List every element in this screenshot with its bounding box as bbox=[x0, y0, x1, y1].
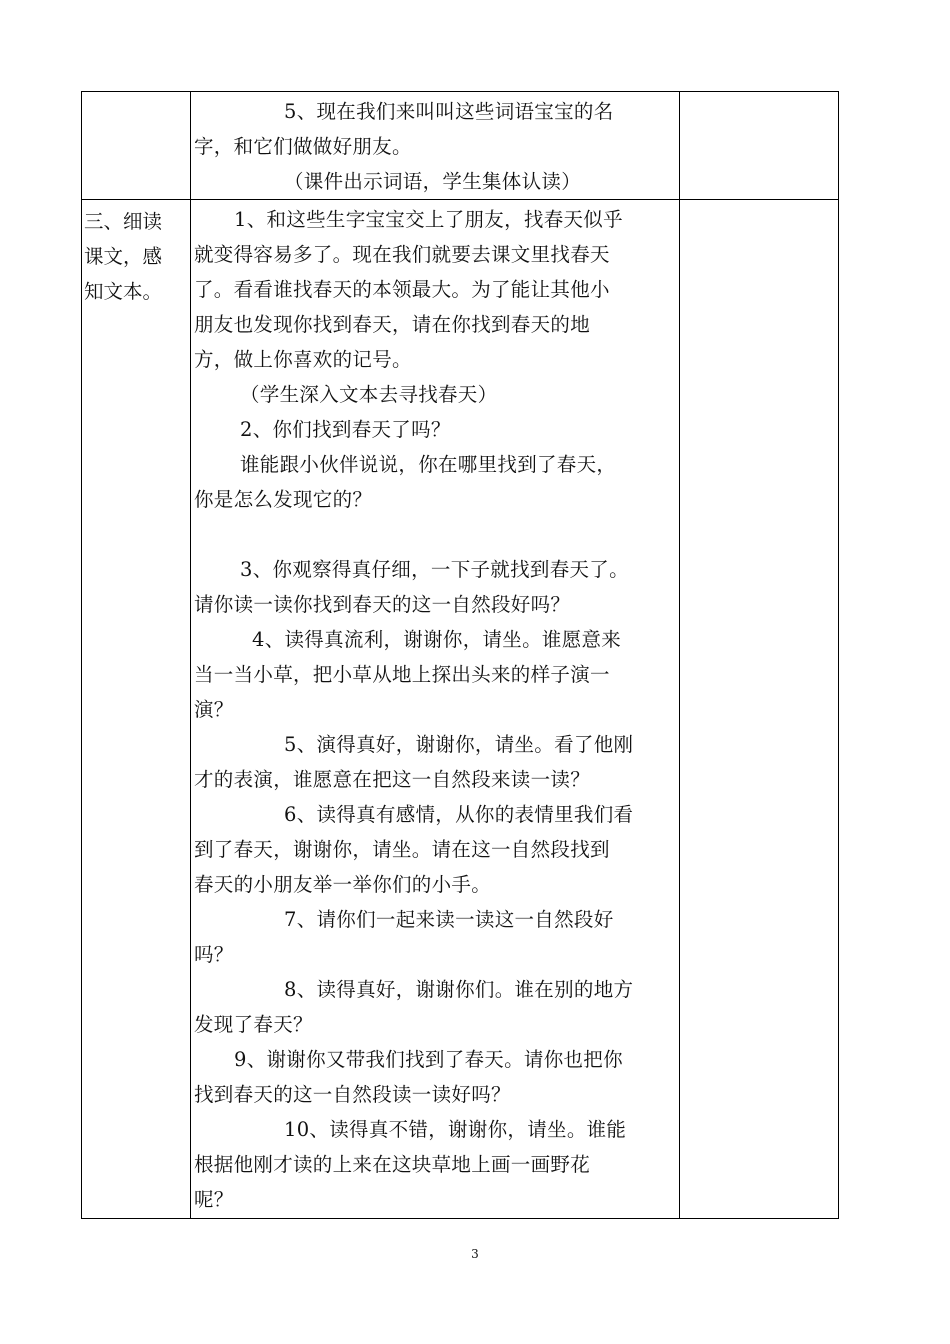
text-line: 5、演得真好，谢谢你，请坐。看了他刚 bbox=[284, 733, 634, 756]
text-line: 了。看看谁找春天的本领最大。为了能让其他小 bbox=[194, 278, 610, 301]
text-line: 朋友也发现你找到春天，请在你找到春天的地 bbox=[194, 313, 591, 336]
text-line: 1、和这些生字宝宝交上了朋友，找春天似乎 bbox=[234, 208, 623, 231]
text-line: 发现了春天？ bbox=[194, 1013, 313, 1036]
text-line: 到了春天，谢谢你，请坐。请在这一自然段找到 bbox=[194, 838, 610, 861]
text-line: （课件出示词语，学生集体认读） bbox=[284, 170, 582, 193]
text-line: 谁能跟小伙伴说说，你在哪里找到了春天， bbox=[240, 453, 617, 476]
table-row bbox=[82, 92, 839, 200]
text-line: 9、谢谢你又带我们找到了春天。请你也把你 bbox=[234, 1048, 623, 1071]
text-line: 6、读得真有感情，从你的表情里我们看 bbox=[284, 803, 634, 826]
text-line: 10、读得真不错，谢谢你，请坐。谁能 bbox=[284, 1118, 627, 1141]
text-line: 演？ bbox=[194, 698, 234, 721]
text-line: 字，和它们做做好朋友。 bbox=[194, 135, 412, 158]
text-line: 根据他刚才读的上来在这块草地上画一画野花 bbox=[194, 1153, 591, 1176]
section-label-line: 知文本。 bbox=[84, 280, 163, 303]
text-line: 7、请你们一起来读一读这一自然段好 bbox=[284, 908, 614, 931]
text-line: 4、读得真流利，谢谢你，请坐。谁愿意来 bbox=[252, 628, 622, 651]
text-line: 才的表演，谁愿意在把这一自然段来读一读？ bbox=[194, 768, 591, 791]
section-cell bbox=[82, 200, 191, 1219]
text-line: 8、读得真好，谢谢你们。谁在别的地方 bbox=[284, 978, 634, 1001]
text-line: 呢？ bbox=[194, 1188, 234, 1211]
section-label-line: 课文，感 bbox=[84, 245, 163, 268]
section-label-line: 三、细读 bbox=[84, 210, 163, 233]
text-line: 吗？ bbox=[194, 943, 234, 966]
blank-line bbox=[194, 517, 675, 552]
text-line: （学生深入文本去寻找春天） bbox=[240, 383, 498, 406]
text-line: 找到春天的这一自然段读一读好吗？ bbox=[194, 1083, 511, 1106]
content-cell bbox=[191, 200, 680, 1219]
page-number: 3 bbox=[471, 1247, 479, 1261]
text-line: 5、现在我们来叫叫这些词语宝宝的名 bbox=[284, 100, 614, 123]
table-row bbox=[82, 200, 839, 1219]
text-line: 请你读一读你找到春天的这一自然段好吗？ bbox=[194, 593, 571, 616]
text-line: 春天的小朋友举一举你们的小手。 bbox=[194, 873, 492, 896]
text-line: 当一当小草，把小草从地上探出头来的样子演一 bbox=[194, 663, 610, 686]
text-line: 3、你观察得真仔细，一下子就找到春天了。 bbox=[240, 558, 629, 581]
content-cell bbox=[191, 92, 680, 200]
text-line: 你是怎么发现它的？ bbox=[194, 488, 373, 511]
text-line: 就变得容易多了。现在我们就要去课文里找春天 bbox=[194, 243, 610, 266]
notes-cell bbox=[680, 200, 839, 1219]
notes-cell bbox=[680, 92, 839, 200]
lesson-plan-table bbox=[81, 91, 839, 1219]
text-line: 方，做上你喜欢的记号。 bbox=[194, 348, 412, 371]
section-cell-empty bbox=[82, 92, 191, 200]
text-line: 2、你们找到春天了吗？ bbox=[240, 418, 451, 441]
